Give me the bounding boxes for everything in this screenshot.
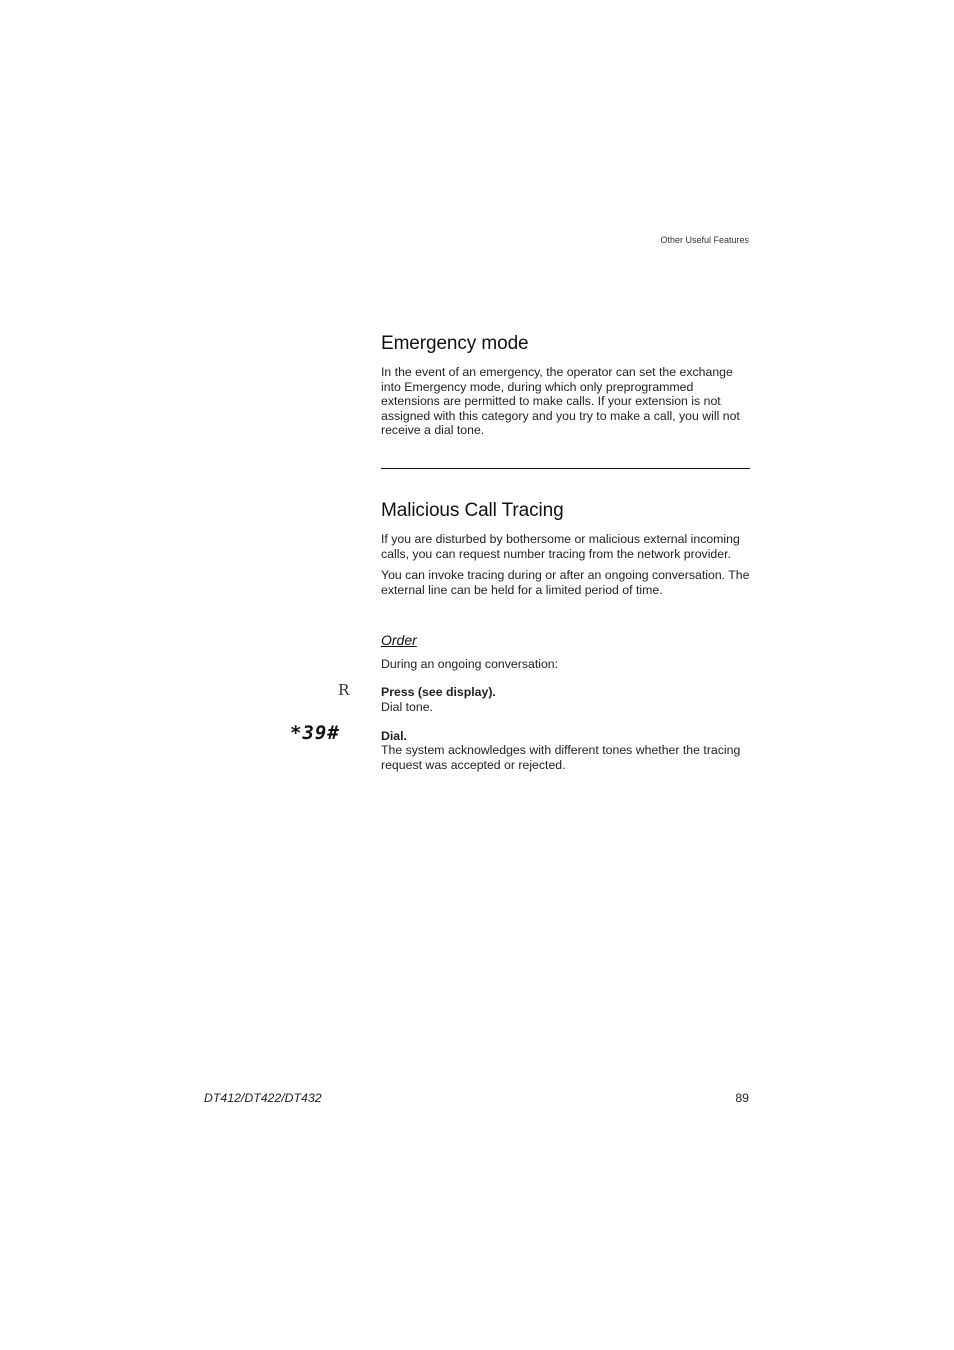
running-header: Other Useful Features (660, 235, 749, 245)
section-divider (381, 468, 750, 469)
page-number: 89 (735, 1091, 749, 1105)
step-press-description: Dial tone. (381, 700, 433, 714)
footer-model-name: DT412/DT422/DT432 (204, 1091, 322, 1105)
step-dial-title: Dial. (381, 729, 407, 743)
emergency-mode-heading: Emergency mode (381, 333, 529, 354)
malicious-paragraph-1: If you are disturbed by bothersome or malicious external incoming calls, you can request number tracing from the network provider. (381, 532, 740, 561)
step-press-title: Press (see display). (381, 685, 496, 699)
r-key-icon: R (338, 681, 350, 699)
dial-code-icon: *39# (290, 722, 340, 744)
step-dial-description: The system acknowledges with different tones whether the tracing request was accepted or rejected. (381, 743, 741, 772)
emergency-mode-paragraph: In the event of an emergency, the operator can set the exchange into Emergency mode, during which only preprogrammed extensions are permitted to make calls. If your extension is not assigned with this category and you try to make a call, you will not receive a dial tone. (381, 365, 740, 438)
order-intro: During an ongoing conversation: (381, 657, 559, 671)
malicious-paragraph-2: You can invoke tracing during or after an ongoing conversation. The external line can be held for a limited period of time. (381, 568, 750, 597)
order-subheading: Order (381, 632, 417, 648)
malicious-call-tracing-heading: Malicious Call Tracing (381, 500, 564, 521)
